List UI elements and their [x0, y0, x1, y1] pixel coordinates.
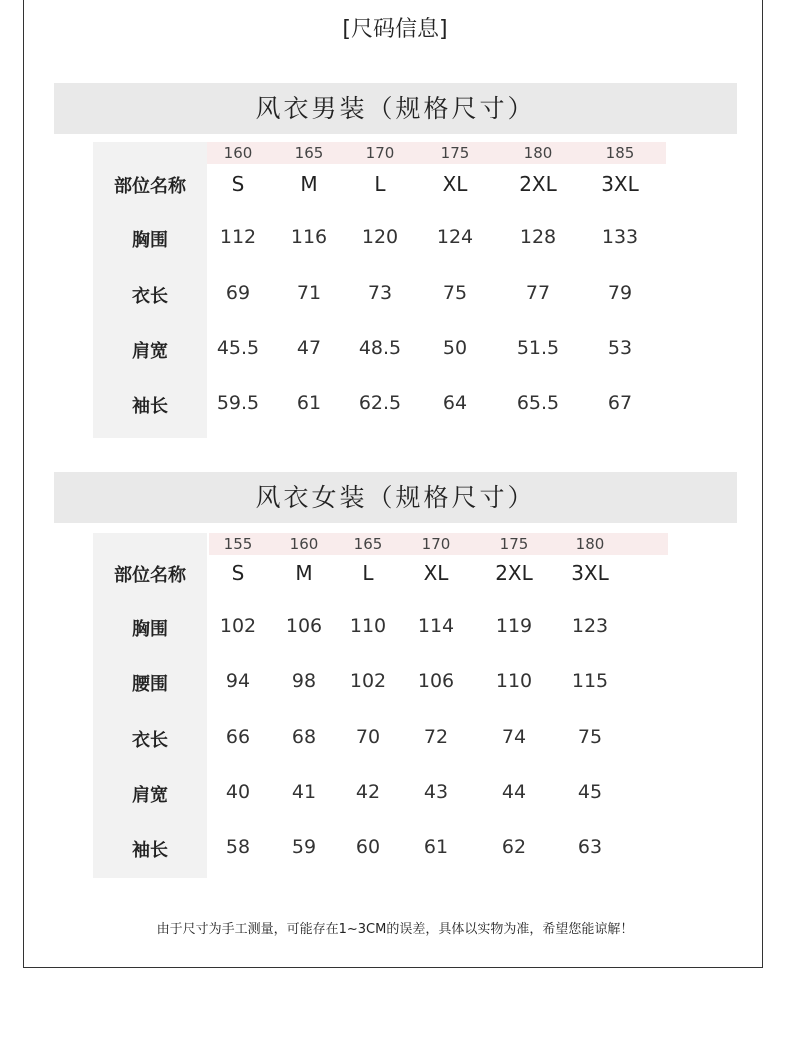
row-label: 肩宽 — [132, 785, 168, 806]
value-cell: 124 — [436, 226, 474, 248]
value-cell: 42 — [355, 781, 381, 803]
value-cell: 41 — [291, 781, 317, 803]
row-label: 袖长 — [132, 840, 168, 861]
men-section-title: 风衣男装（规格尺寸） — [54, 83, 737, 134]
size-cell: L — [362, 561, 374, 585]
size-cell: 3XL — [601, 172, 639, 196]
height-cell: 165 — [353, 535, 383, 553]
height-cell: 155 — [223, 535, 253, 553]
row-label: 肩宽 — [132, 341, 168, 362]
value-cell: 73 — [367, 282, 393, 304]
value-cell: 116 — [290, 226, 328, 248]
value-cell: 44 — [501, 781, 527, 803]
header-label: 部位名称 — [114, 565, 186, 586]
size-cell: L — [374, 172, 386, 196]
value-cell: 60 — [355, 836, 381, 858]
size-cell: S — [231, 172, 245, 196]
value-cell: 119 — [495, 615, 533, 637]
value-cell: 61 — [423, 836, 449, 858]
height-cell: 175 — [499, 535, 529, 553]
value-cell: 43 — [423, 781, 449, 803]
value-cell: 47 — [296, 337, 322, 359]
row-label: 衣长 — [132, 730, 168, 751]
value-cell: 75 — [577, 726, 603, 748]
page-title: [尺码信息] — [342, 17, 448, 42]
value-cell: 45 — [577, 781, 603, 803]
value-cell: 64 — [442, 392, 468, 414]
value-cell: 120 — [361, 226, 399, 248]
value-cell: 48.5 — [358, 337, 402, 359]
value-cell: 114 — [417, 615, 455, 637]
value-cell: 40 — [225, 781, 251, 803]
value-cell: 61 — [296, 392, 322, 414]
height-cell: 180 — [575, 535, 605, 553]
value-cell: 106 — [285, 615, 323, 637]
row-label: 胸围 — [132, 230, 168, 251]
value-cell: 66 — [225, 726, 251, 748]
value-cell: 128 — [519, 226, 557, 248]
value-cell: 77 — [525, 282, 551, 304]
value-cell: 72 — [423, 726, 449, 748]
value-cell: 67 — [607, 392, 633, 414]
height-cell: 185 — [605, 144, 635, 162]
value-cell: 69 — [225, 282, 251, 304]
row-label: 袖长 — [132, 396, 168, 417]
height-cell: 180 — [523, 144, 553, 162]
value-cell: 62.5 — [358, 392, 402, 414]
value-cell: 58 — [225, 836, 251, 858]
size-cell: 2XL — [519, 172, 557, 196]
value-cell: 62 — [501, 836, 527, 858]
value-cell: 110 — [349, 615, 387, 637]
size-cell: M — [295, 561, 313, 585]
value-cell: 112 — [219, 226, 257, 248]
height-cell: 160 — [289, 535, 319, 553]
value-cell: 133 — [601, 226, 639, 248]
header-label: 部位名称 — [114, 176, 186, 197]
value-cell: 94 — [225, 670, 251, 692]
value-cell: 63 — [577, 836, 603, 858]
size-cell: XL — [442, 172, 468, 196]
value-cell: 74 — [501, 726, 527, 748]
size-cell: XL — [423, 561, 449, 585]
value-cell: 106 — [417, 670, 455, 692]
height-cell: 170 — [421, 535, 451, 553]
value-cell: 68 — [291, 726, 317, 748]
value-cell: 79 — [607, 282, 633, 304]
value-cell: 75 — [442, 282, 468, 304]
height-cell: 170 — [365, 144, 395, 162]
value-cell: 59.5 — [216, 392, 260, 414]
size-cell: S — [231, 561, 245, 585]
value-cell: 53 — [607, 337, 633, 359]
height-cell: 160 — [223, 144, 253, 162]
value-cell: 51.5 — [516, 337, 560, 359]
value-cell: 115 — [571, 670, 609, 692]
height-cell: 165 — [294, 144, 324, 162]
measurement-note: 由于尺寸为手工测量，可能存在1~3CM的误差，具体以实物为准，希望您能谅解！ — [156, 922, 634, 937]
women-section-title: 风衣女装（规格尺寸） — [54, 472, 737, 523]
value-cell: 110 — [495, 670, 533, 692]
size-cell: M — [300, 172, 318, 196]
height-cell: 175 — [440, 144, 470, 162]
value-cell: 98 — [291, 670, 317, 692]
value-cell: 50 — [442, 337, 468, 359]
value-cell: 70 — [355, 726, 381, 748]
row-label: 腰围 — [132, 674, 168, 695]
row-label: 衣长 — [132, 286, 168, 307]
value-cell: 65.5 — [516, 392, 560, 414]
value-cell: 71 — [296, 282, 322, 304]
row-label: 胸围 — [132, 619, 168, 640]
size-cell: 2XL — [495, 561, 533, 585]
value-cell: 59 — [291, 836, 317, 858]
value-cell: 123 — [571, 615, 609, 637]
value-cell: 45.5 — [216, 337, 260, 359]
size-cell: 3XL — [571, 561, 609, 585]
value-cell: 102 — [219, 615, 257, 637]
value-cell: 102 — [349, 670, 387, 692]
